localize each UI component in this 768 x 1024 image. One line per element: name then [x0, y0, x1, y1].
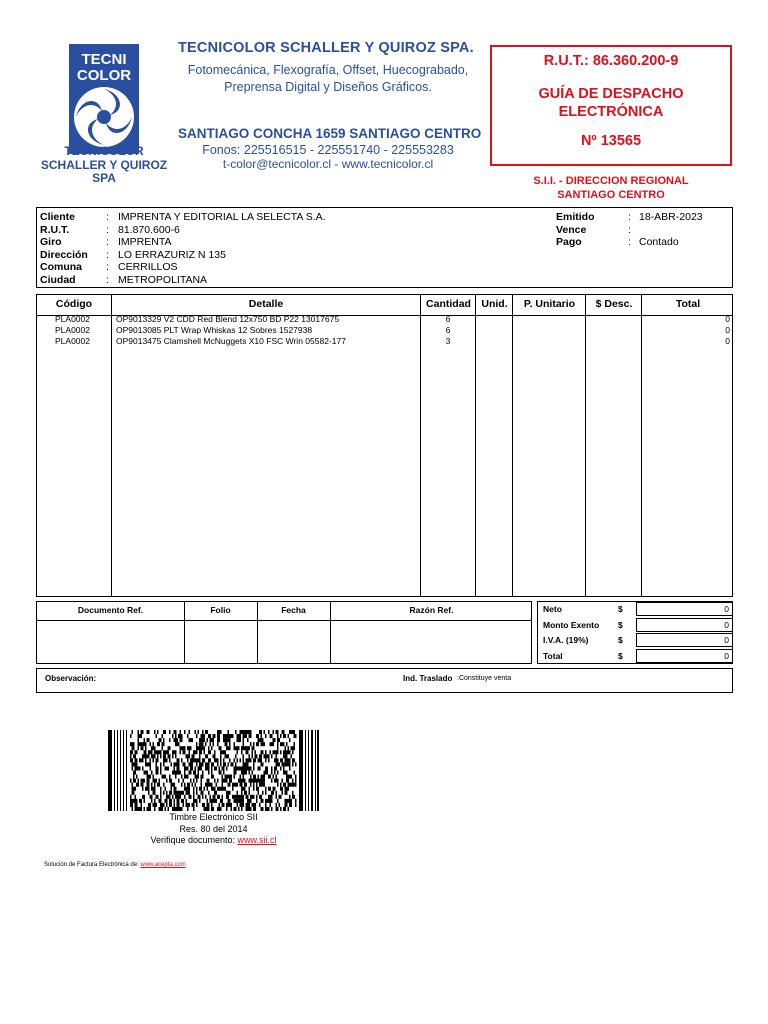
total-value: 0 — [636, 602, 732, 616]
pago-value: Contado — [639, 236, 679, 248]
rut-row: R.U.T. : 81.870.600-6 — [40, 223, 180, 236]
stamp-line-2: Res. 80 del 2014 — [179, 823, 248, 834]
row-total: 0 — [725, 325, 730, 335]
row-cantidad: 6 — [445, 314, 451, 324]
document-id-box — [490, 45, 732, 166]
column-divider — [475, 295, 476, 596]
emitido-row: Emitido : 18-ABR-2023 — [556, 211, 703, 223]
total-row-neto — [538, 602, 732, 618]
references-table — [36, 601, 532, 664]
header-unidad: Unid. — [481, 298, 508, 310]
header-codigo: Código — [55, 298, 93, 310]
row-codigo: PLA0002 — [55, 314, 90, 324]
company-name: TECNICOLOR SCHALLER Y QUIROZ SPA. — [178, 40, 474, 56]
logo-word-1: TECNI — [81, 51, 127, 68]
document-type-2: ELECTRÓNICA — [558, 104, 664, 120]
row-total: 0 — [725, 336, 730, 346]
column-divider — [184, 602, 185, 663]
header-total: Total — [675, 298, 701, 310]
items-table — [36, 294, 733, 597]
company-contact: t-color@tecnicolor.cl - www.tecnicolor.cl — [222, 157, 434, 171]
rut-value: 81.870.600-6 — [118, 223, 180, 236]
direccion-row: Dirección : LO ERRAZURIZ N 135 — [40, 248, 226, 261]
ciudad-value: METROPOLITANA — [118, 273, 208, 286]
total-label: I.V.A. (19%) — [543, 635, 589, 645]
company-address: SANTIAGO CONCHA 1659 SANTIAGO CENTRO — [178, 126, 482, 141]
total-value: 0 — [636, 633, 732, 647]
row-detalle: OP9013475 Clamshell McNuggets X10 FSC Wrin 05582-177 — [116, 336, 346, 346]
stamp-line-1: Timbre Electrónico SII — [169, 812, 258, 822]
header-cantidad: Cantidad — [426, 298, 471, 310]
row-detalle: OP9013329 V2 CDD Red Blend 12x750 BD P22 13017675 — [116, 314, 340, 324]
swirl-icon — [74, 87, 134, 147]
column-divider — [330, 602, 331, 663]
column-divider — [512, 295, 513, 596]
totals-box — [537, 601, 733, 664]
ciudad-row: Ciudad : METROPOLITANA — [40, 273, 208, 286]
row-detalle: OP9013085 PLT Wrap Whiskas 12 Sobres 1527938 — [116, 325, 313, 335]
total-label: Neto — [543, 604, 562, 614]
total-label: Monto Exento — [543, 619, 600, 630]
company-phones: Fonos: 225516515 - 225551740 - 225553283 — [202, 143, 454, 157]
total-label: Total — [543, 650, 563, 661]
total-row-iva — [538, 633, 732, 649]
observation-box — [36, 668, 733, 693]
total-row-exento — [538, 618, 732, 634]
row-cantidad: 6 — [445, 325, 451, 335]
traslado-label: Ind. Traslado — [403, 674, 453, 683]
pago-row: Pago : Contado — [556, 236, 679, 248]
electronic-stamp — [108, 812, 319, 847]
items-header — [37, 295, 732, 316]
header-fecha: Fecha — [281, 605, 306, 615]
direccion-value: LO ERRAZURIZ N 135 — [118, 248, 226, 261]
company-logo — [35, 42, 173, 182]
currency-symbol: $ — [618, 619, 623, 630]
row-codigo: PLA0002 — [55, 336, 90, 346]
currency-symbol: $ — [618, 635, 623, 645]
stamp-verify: Verifique documento: www.sii.cl — [150, 835, 277, 845]
header-detalle: Detalle — [248, 298, 284, 310]
logo-caption-3: SPA — [92, 171, 116, 182]
client-value: IMPRENTA Y EDITORIAL LA SELECTA S.A. — [118, 211, 326, 223]
acepta-link[interactable]: www.acepta.com — [140, 862, 186, 868]
total-row-total — [538, 649, 732, 665]
column-divider — [585, 295, 586, 596]
logo-word-2: COLOR — [76, 67, 132, 84]
header-razon-ref: Razón Ref. — [409, 605, 454, 615]
vence-row: Vence : — [556, 223, 631, 236]
sii-line-2: SANTIAGO CENTRO — [557, 189, 665, 201]
column-divider — [257, 602, 258, 663]
solution-label: Solución de Factura Electrónica de: — [44, 862, 141, 868]
traslado-value: :Constituye venta — [457, 675, 512, 682]
issuer-rut: R.U.T.: 86.360.200-9 — [543, 53, 679, 69]
header-folio: Folio — [210, 605, 231, 615]
row-codigo: PLA0002 — [55, 325, 90, 335]
sii-link[interactable]: www.sii.cl — [237, 835, 277, 845]
currency-symbol: $ — [618, 604, 623, 614]
client-label: Cliente — [40, 211, 76, 223]
references-header — [37, 602, 531, 621]
client-info-box — [36, 207, 733, 288]
solution-footer — [44, 862, 186, 868]
header-precio-unitario: P. Unitario — [523, 298, 576, 310]
company-services-1: Fotomecánica, Flexografía, Offset, Huecograbado, — [187, 63, 469, 77]
company-services-2: Preprensa Digital y Diseños Gráficos. — [224, 80, 432, 94]
column-divider — [111, 295, 112, 596]
total-value: 0 — [636, 649, 732, 663]
row-cantidad: 3 — [445, 336, 451, 346]
observation-label: Observación: — [45, 674, 97, 683]
company-header — [178, 40, 482, 171]
logo-caption-2: SCHALLER Y QUIROZ — [40, 158, 168, 172]
giro-value: IMPRENTA — [118, 236, 172, 248]
pdf417-barcode — [108, 730, 319, 811]
row-total: 0 — [725, 314, 730, 324]
giro-row: Giro : IMPRENTA — [40, 236, 172, 248]
document-number: Nº 13565 — [580, 133, 642, 149]
comuna-value: CERRILLOS — [118, 261, 178, 273]
document-type-1: GUÍA DE DESPACHO — [538, 86, 684, 102]
sii-office — [490, 174, 732, 202]
emitido-value: 18-ABR-2023 — [639, 211, 703, 223]
client-row: Cliente : IMPRENTA Y EDITORIAL LA SELECTA S.A. — [40, 211, 326, 223]
header-descuento: $ Desc. — [595, 298, 633, 310]
header-documento-ref: Documento Ref. — [77, 605, 144, 615]
sii-line-1: S.I.I. - DIRECCION REGIONAL — [533, 175, 689, 187]
total-value: 0 — [636, 618, 732, 632]
comuna-row: Comuna : CERRILLOS — [40, 261, 178, 273]
logo-caption-1: TECNICOLOR — [64, 144, 144, 158]
currency-symbol: $ — [618, 650, 623, 661]
